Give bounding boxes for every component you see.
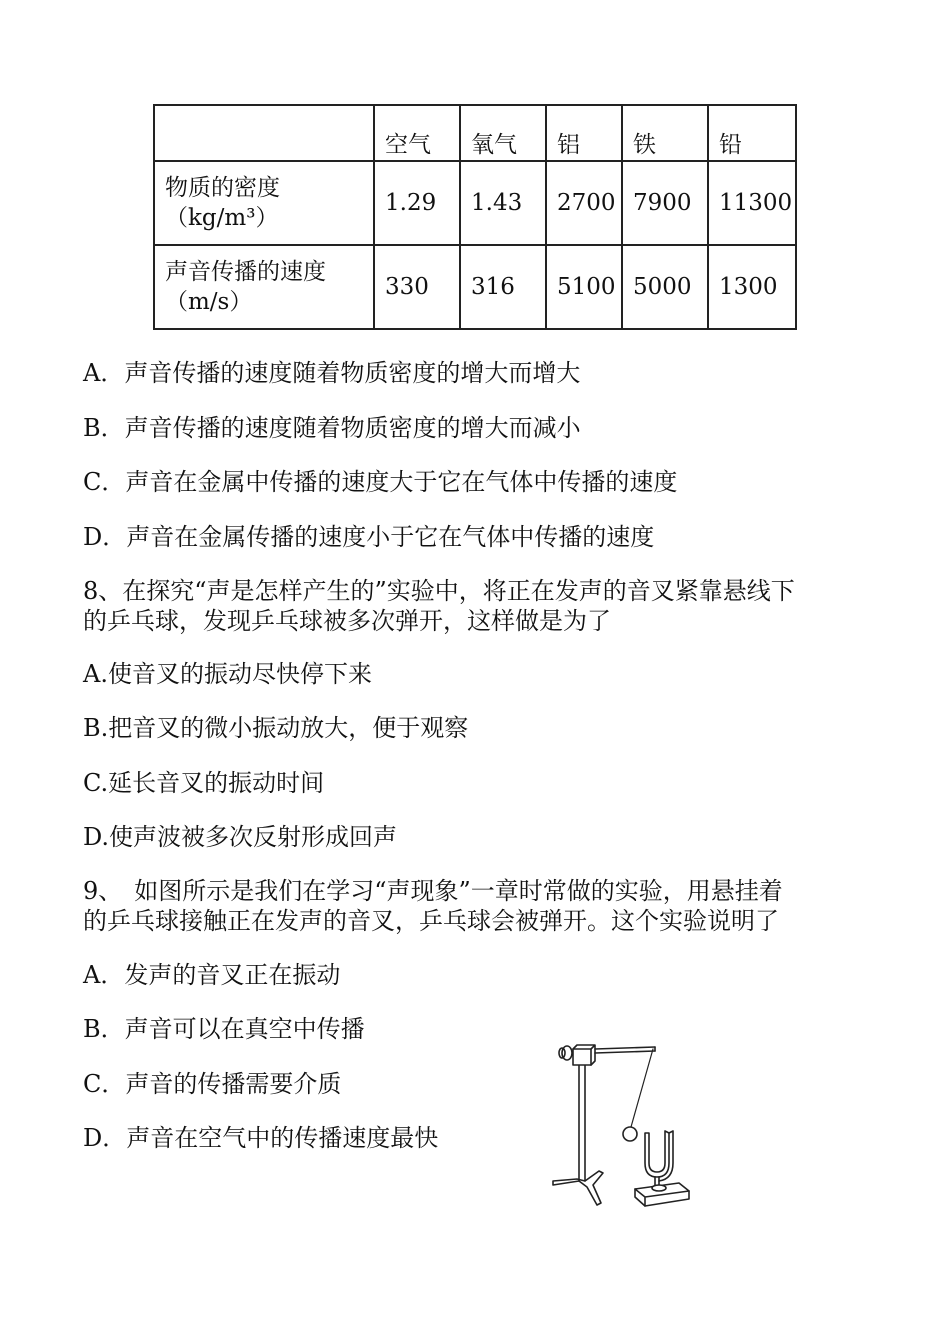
ping-pong-ball [623,1127,637,1141]
row-label: 声音传播的速度 [165,259,326,285]
table-cell: 330 [374,245,460,329]
q7-option-a: A．声音传播的速度随着物质密度的增大而增大 [83,359,581,387]
q9-option-a: A．发声的音叉正在振动 [83,961,341,989]
q8-option-b: B.把音叉的微小振动放大，便于观察 [83,714,469,742]
tuning-fork-pendulum-figure [545,1035,695,1210]
row-unit: （kg/m³） [165,205,279,231]
q7-option-b: B．声音传播的速度随着物质密度的增大而减小 [83,414,581,442]
q8-option-c: C.延长音叉的振动时间 [83,769,325,797]
horizontal-arm [595,1047,655,1053]
table-cell: 11300 [708,161,796,245]
tuning-fork [645,1131,669,1177]
table-header-cell: 铅 [708,105,796,161]
q9-option-c: C．声音的传播需要介质 [83,1070,342,1098]
q9-option-d: D．声音在空气中的传播速度最快 [83,1124,439,1152]
row-unit: （m/s） [165,289,253,315]
row-label-cell [154,245,374,329]
fork-stem [655,1177,659,1185]
stand-base [553,1171,603,1205]
q8-option-d: D.使声波被多次反射形成回声 [83,823,398,851]
pendulum-string [631,1049,653,1127]
table-cell [154,105,374,161]
table-cell: 1.29 [374,161,460,245]
table-header-cell: 铝 [546,105,622,161]
table-cell: 5000 [622,245,708,329]
table-cell: 5100 [546,245,622,329]
row-label: 物质的密度 [165,175,280,201]
table-row [154,161,796,245]
table-cell: 316 [460,245,546,329]
q8-option-a: A.使音叉的振动尽快停下来 [83,660,372,688]
table-cell: 7900 [622,161,708,245]
table-cell: 1300 [708,245,796,329]
table-cell: 2700 [546,161,622,245]
q7-option-d: D．声音在金属传播的速度小于它在气体中传播的速度 [83,523,655,551]
density-speed-table [153,104,797,330]
row-label-cell [154,161,374,245]
table-header-cell: 氧气 [460,105,546,161]
table-header-cell: 空气 [374,105,460,161]
q7-option-c: C．声音在金属中传播的速度大于它在气体中传播的速度 [83,468,678,496]
table-header-cell: 铁 [622,105,708,161]
q9-option-b: B．声音可以在真空中传播 [83,1015,365,1043]
table-cell: 1.43 [460,161,546,245]
stand-rod [579,1065,585,1181]
table-header-row [154,105,796,161]
table-row [154,245,796,329]
q8-stem-line2: 的乒乓球，发现乒乓球被多次弹开，这样做是为了 [83,607,611,635]
q8-stem-line1: 8、在探究“声是怎样产生的”实验中，将正在发声的音叉紧靠悬线下 [83,577,795,605]
stand-clamp [573,1049,591,1065]
q9-stem-line2: 的乒乓球接触正在发声的音叉，乒乓球会被弹开。这个实验说明了 [83,907,779,935]
q9-stem-line1: 9、 如图所示是我们在学习“声现象”一章时常做的实验，用悬挂着 [83,877,783,905]
